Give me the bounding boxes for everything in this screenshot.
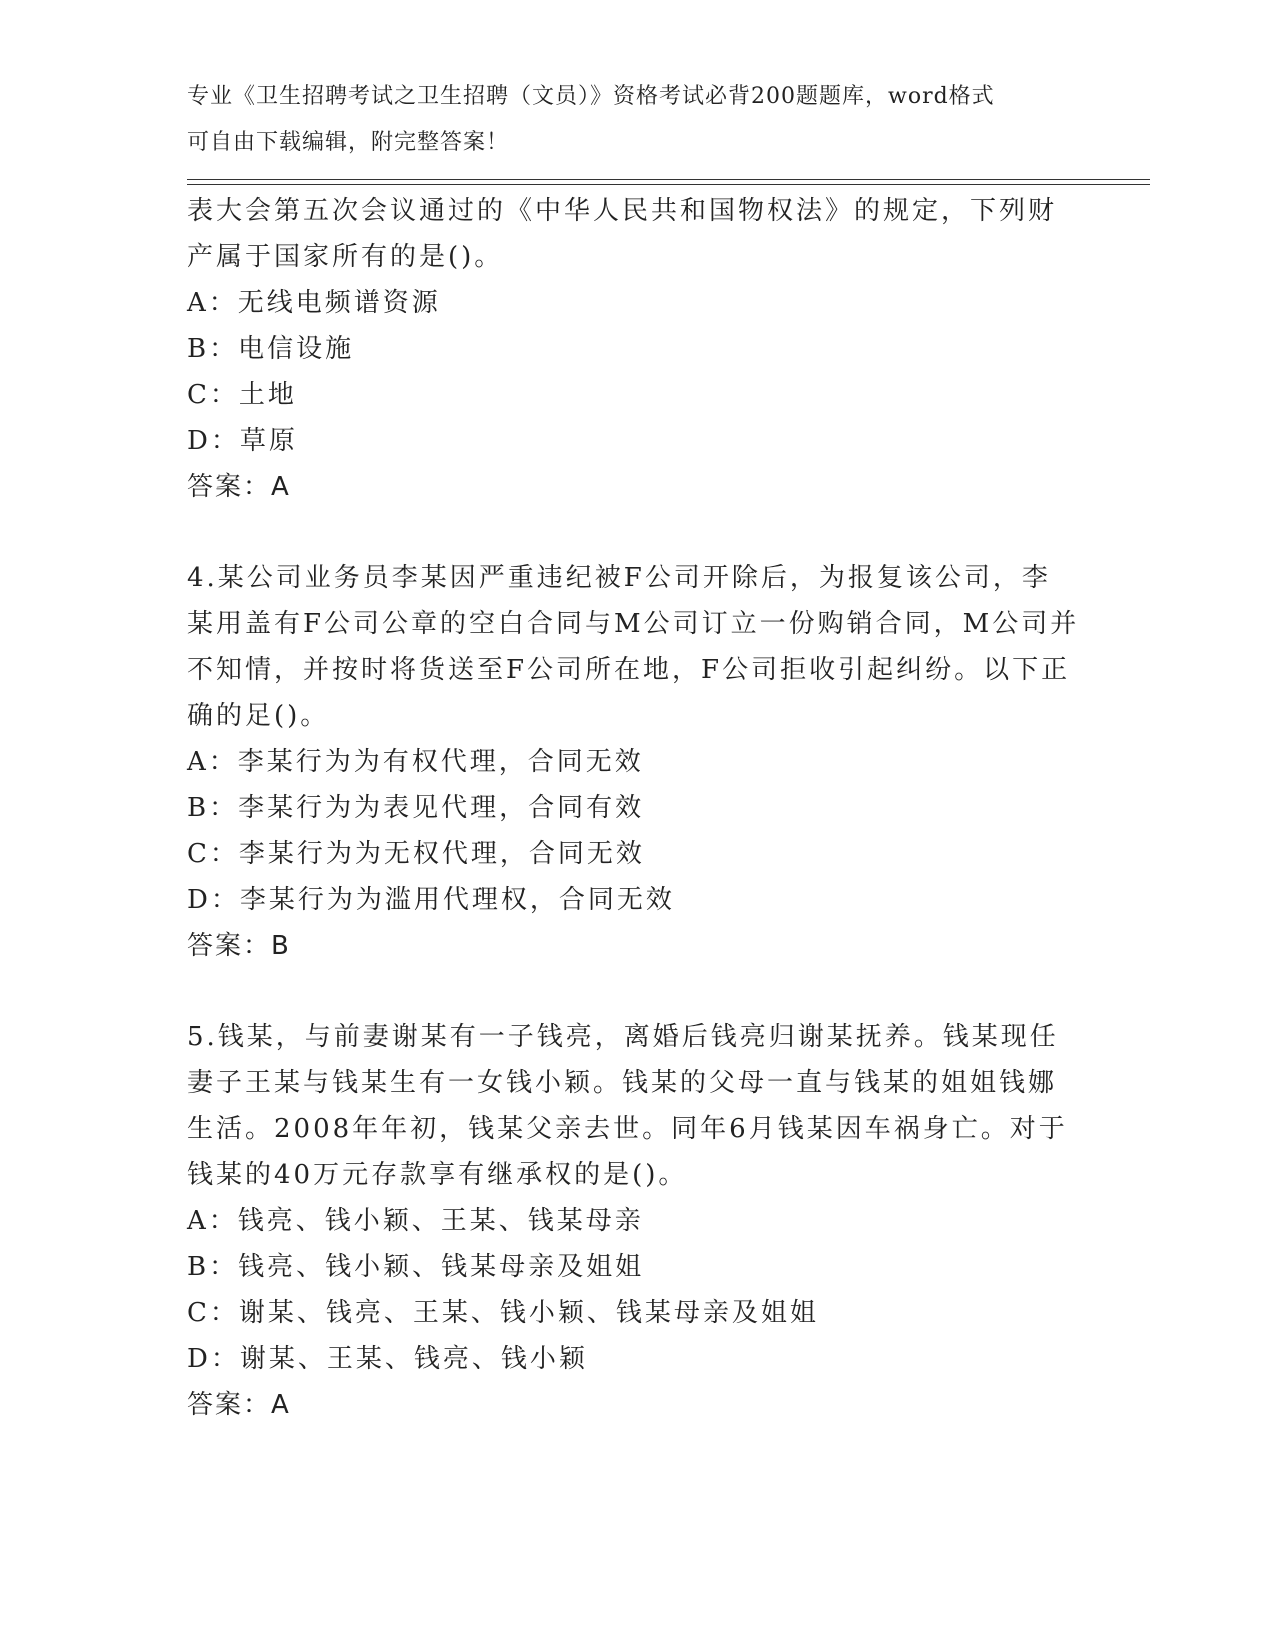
question-stem-line: 4.某公司业务员李某因严重违纪被F公司开除后，为报复该公司，李 bbox=[187, 563, 1051, 593]
option-c: C：谢某、钱亮、王某、钱小颖、钱某母亲及姐姐 bbox=[187, 1298, 819, 1328]
option-d: D：草原 bbox=[187, 426, 298, 456]
option-b: B：钱亮、钱小颖、钱某母亲及姐姐 bbox=[187, 1252, 645, 1282]
option-d: D：谢某、王某、钱亮、钱小颖 bbox=[187, 1344, 588, 1374]
option-a: A：无线电频谱资源 bbox=[187, 288, 441, 318]
question-stem-line: 钱某的40万元存款享有继承权的是()。 bbox=[187, 1160, 688, 1190]
question-stem-line: 妻子王某与钱某生有一女钱小颖。钱某的父母一直与钱某的姐姐钱娜 bbox=[187, 1068, 1058, 1098]
header-divider-top bbox=[187, 179, 1150, 180]
question-stem-line: 确的足()。 bbox=[187, 701, 330, 731]
answer-line: 答案：B bbox=[187, 931, 291, 961]
question-3 bbox=[187, 188, 1087, 510]
option-a: A：钱亮、钱小颖、王某、钱某母亲 bbox=[187, 1206, 644, 1236]
question-4 bbox=[187, 555, 1087, 969]
question-stem-line: 生活。2008年年初，钱某父亲去世。同年6月钱某因车祸身亡。对于 bbox=[187, 1114, 1068, 1144]
question-stem-line: 不知情，并按时将货送至F公司所在地，F公司拒收引起纠纷。以下正 bbox=[187, 655, 1071, 685]
option-d: D：李某行为为滥用代理权，合同无效 bbox=[187, 885, 675, 915]
question-5 bbox=[187, 1014, 1087, 1428]
header-divider-bottom bbox=[187, 184, 1150, 185]
question-stem-line: 产属于国家所有的是()。 bbox=[187, 242, 504, 272]
question-stem-line: 5.钱某，与前妻谢某有一子钱亮，离婚后钱亮归谢某抚养。钱某现任 bbox=[187, 1022, 1059, 1052]
option-c: C：李某行为为无权代理，合同无效 bbox=[187, 839, 645, 869]
header-line-2: 可自由下载编辑，附完整答案！ bbox=[187, 130, 510, 155]
option-b: B：李某行为为表见代理，合同有效 bbox=[187, 793, 645, 823]
question-spacer bbox=[187, 969, 1087, 1014]
question-stem-line: 表大会第五次会议通过的《中华人民共和国物权法》的规定，下列财 bbox=[187, 196, 1058, 226]
document-header bbox=[187, 74, 1087, 166]
question-list bbox=[187, 188, 1087, 1428]
option-b: B：电信设施 bbox=[187, 334, 355, 364]
question-spacer bbox=[187, 510, 1087, 555]
answer-line: 答案：A bbox=[187, 1390, 291, 1420]
question-stem-line: 某用盖有F公司公章的空白合同与M公司订立一份购销合同，M公司并 bbox=[187, 609, 1080, 639]
answer-line: 答案：A bbox=[187, 472, 291, 502]
option-c: C：土地 bbox=[187, 380, 297, 410]
header-line-1: 专业《卫生招聘考试之卫生招聘（文员）》资格考试必背200题题库，word格式 bbox=[187, 84, 995, 109]
option-a: A：李某行为为有权代理，合同无效 bbox=[187, 747, 644, 777]
